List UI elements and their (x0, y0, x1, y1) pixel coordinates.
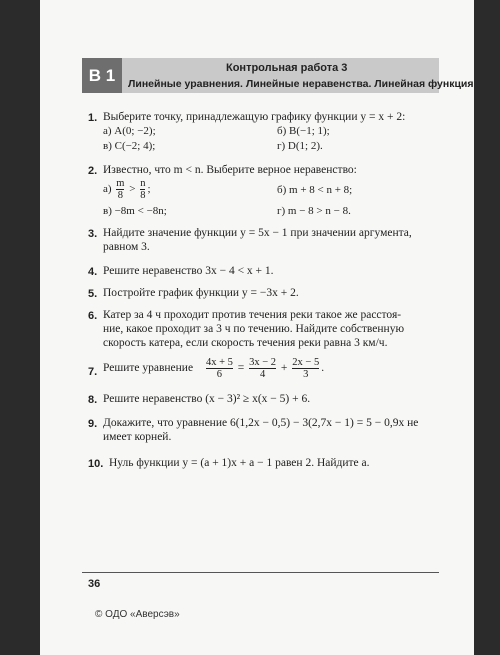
denominator: 3 (292, 368, 319, 380)
relation-sign: > (129, 183, 136, 196)
task-5-number: 5. (88, 288, 98, 300)
test-subtitle: Линейные уравнения. Линейные неравенства. Линейная функция (128, 78, 474, 90)
numerator: 2x − 5 (292, 357, 320, 368)
task-7-equation (103, 357, 324, 380)
page-number: 36 (88, 578, 101, 590)
task-9-line-1: Докажите, что уравнение 6(1,2x − 0,5) − 3(2,7x − 1) = 5 − 0,9x не (103, 417, 419, 429)
task-2-option-b: б) m + 8 < n + 8; (277, 184, 353, 196)
semicolon: ; (147, 183, 151, 196)
fraction-n-over-8 (140, 178, 145, 201)
task-9-line-2: имеет корней. (103, 431, 172, 443)
numerator: n (140, 178, 146, 189)
task-3-line-2: равном 3. (103, 241, 150, 253)
task-6-line-3: скорость катера, если скорость течения реки равна 3 км/ч. (103, 337, 388, 349)
task-1-option-d: г) D(1; 2). (277, 140, 323, 152)
task-4-text: Решите неравенство 3x − 4 < x + 1. (103, 265, 274, 277)
task-7-text: Решите уравнение (103, 362, 194, 375)
task-6-line-1: Катер за 4 ч проходит против течения реки такое же расстоя- (103, 309, 402, 321)
task-6-line-2: ние, какое проходит за 3 ч по течению. Найдите собственную (103, 323, 405, 335)
denominator: 8 (117, 190, 123, 201)
denominator: 6 (206, 368, 233, 380)
numerator: m (116, 178, 125, 189)
task-3-number: 3. (88, 228, 98, 240)
fraction-1 (206, 357, 233, 380)
test-title: Контрольная работа 3 (226, 62, 348, 74)
denominator: 4 (249, 368, 276, 380)
task-9-number: 9. (88, 418, 98, 430)
task-8-text: Решите неравенство (x − 3)² ≥ x(x − 5) + 6. (103, 393, 311, 405)
task-4-number: 4. (88, 266, 98, 278)
task-6-number: 6. (88, 310, 98, 322)
task-1-text: Выберите точку, принадлежащую графику функции y = x + 2: (103, 111, 406, 123)
task-1-number: 1. (88, 112, 98, 124)
task-3-line-1: Найдите значение функции y = 5x − 1 при значении аргумента, (103, 227, 412, 239)
task-5-text: Постройте график функции y = −3x + 2. (103, 287, 299, 299)
equals-sign: = (237, 362, 245, 375)
task-8-number: 8. (88, 394, 98, 406)
numerator: 3x − 2 (249, 357, 277, 368)
task-10-text: Нуль функции y = (a + 1)x + a − 1 равен 2. Найдите a. (109, 457, 370, 469)
footer-divider (82, 572, 439, 573)
fraction-2 (249, 357, 276, 380)
option-a-label: а) (103, 183, 112, 196)
denominator: 8 (140, 190, 146, 201)
task-10-number: 10. (88, 458, 104, 470)
task-2-option-a (103, 178, 151, 201)
task-7-number: 7. (88, 366, 98, 378)
plus-sign: + (280, 362, 288, 375)
task-2-number: 2. (88, 165, 98, 177)
numerator: 4x + 5 (205, 357, 233, 368)
task-1-option-b: б) B(−1; 1); (277, 125, 330, 137)
task-1-option-c: в) C(−2; 4); (103, 140, 156, 152)
fraction-3 (292, 357, 319, 380)
fraction-m-over-8 (116, 178, 124, 201)
task-1-option-a: а) A(0; −2); (103, 125, 156, 137)
period: . (321, 362, 325, 375)
variant-badge: В 1 (82, 58, 122, 93)
task-2-option-d: г) m − 8 > n − 8. (277, 205, 351, 217)
task-2-text: Известно, что m < n. Выберите верное неравенство: (103, 164, 357, 176)
task-2-option-c: в) −8m < −8n; (103, 205, 167, 217)
copyright-text: © ОДО «Аверсэв» (95, 609, 180, 620)
